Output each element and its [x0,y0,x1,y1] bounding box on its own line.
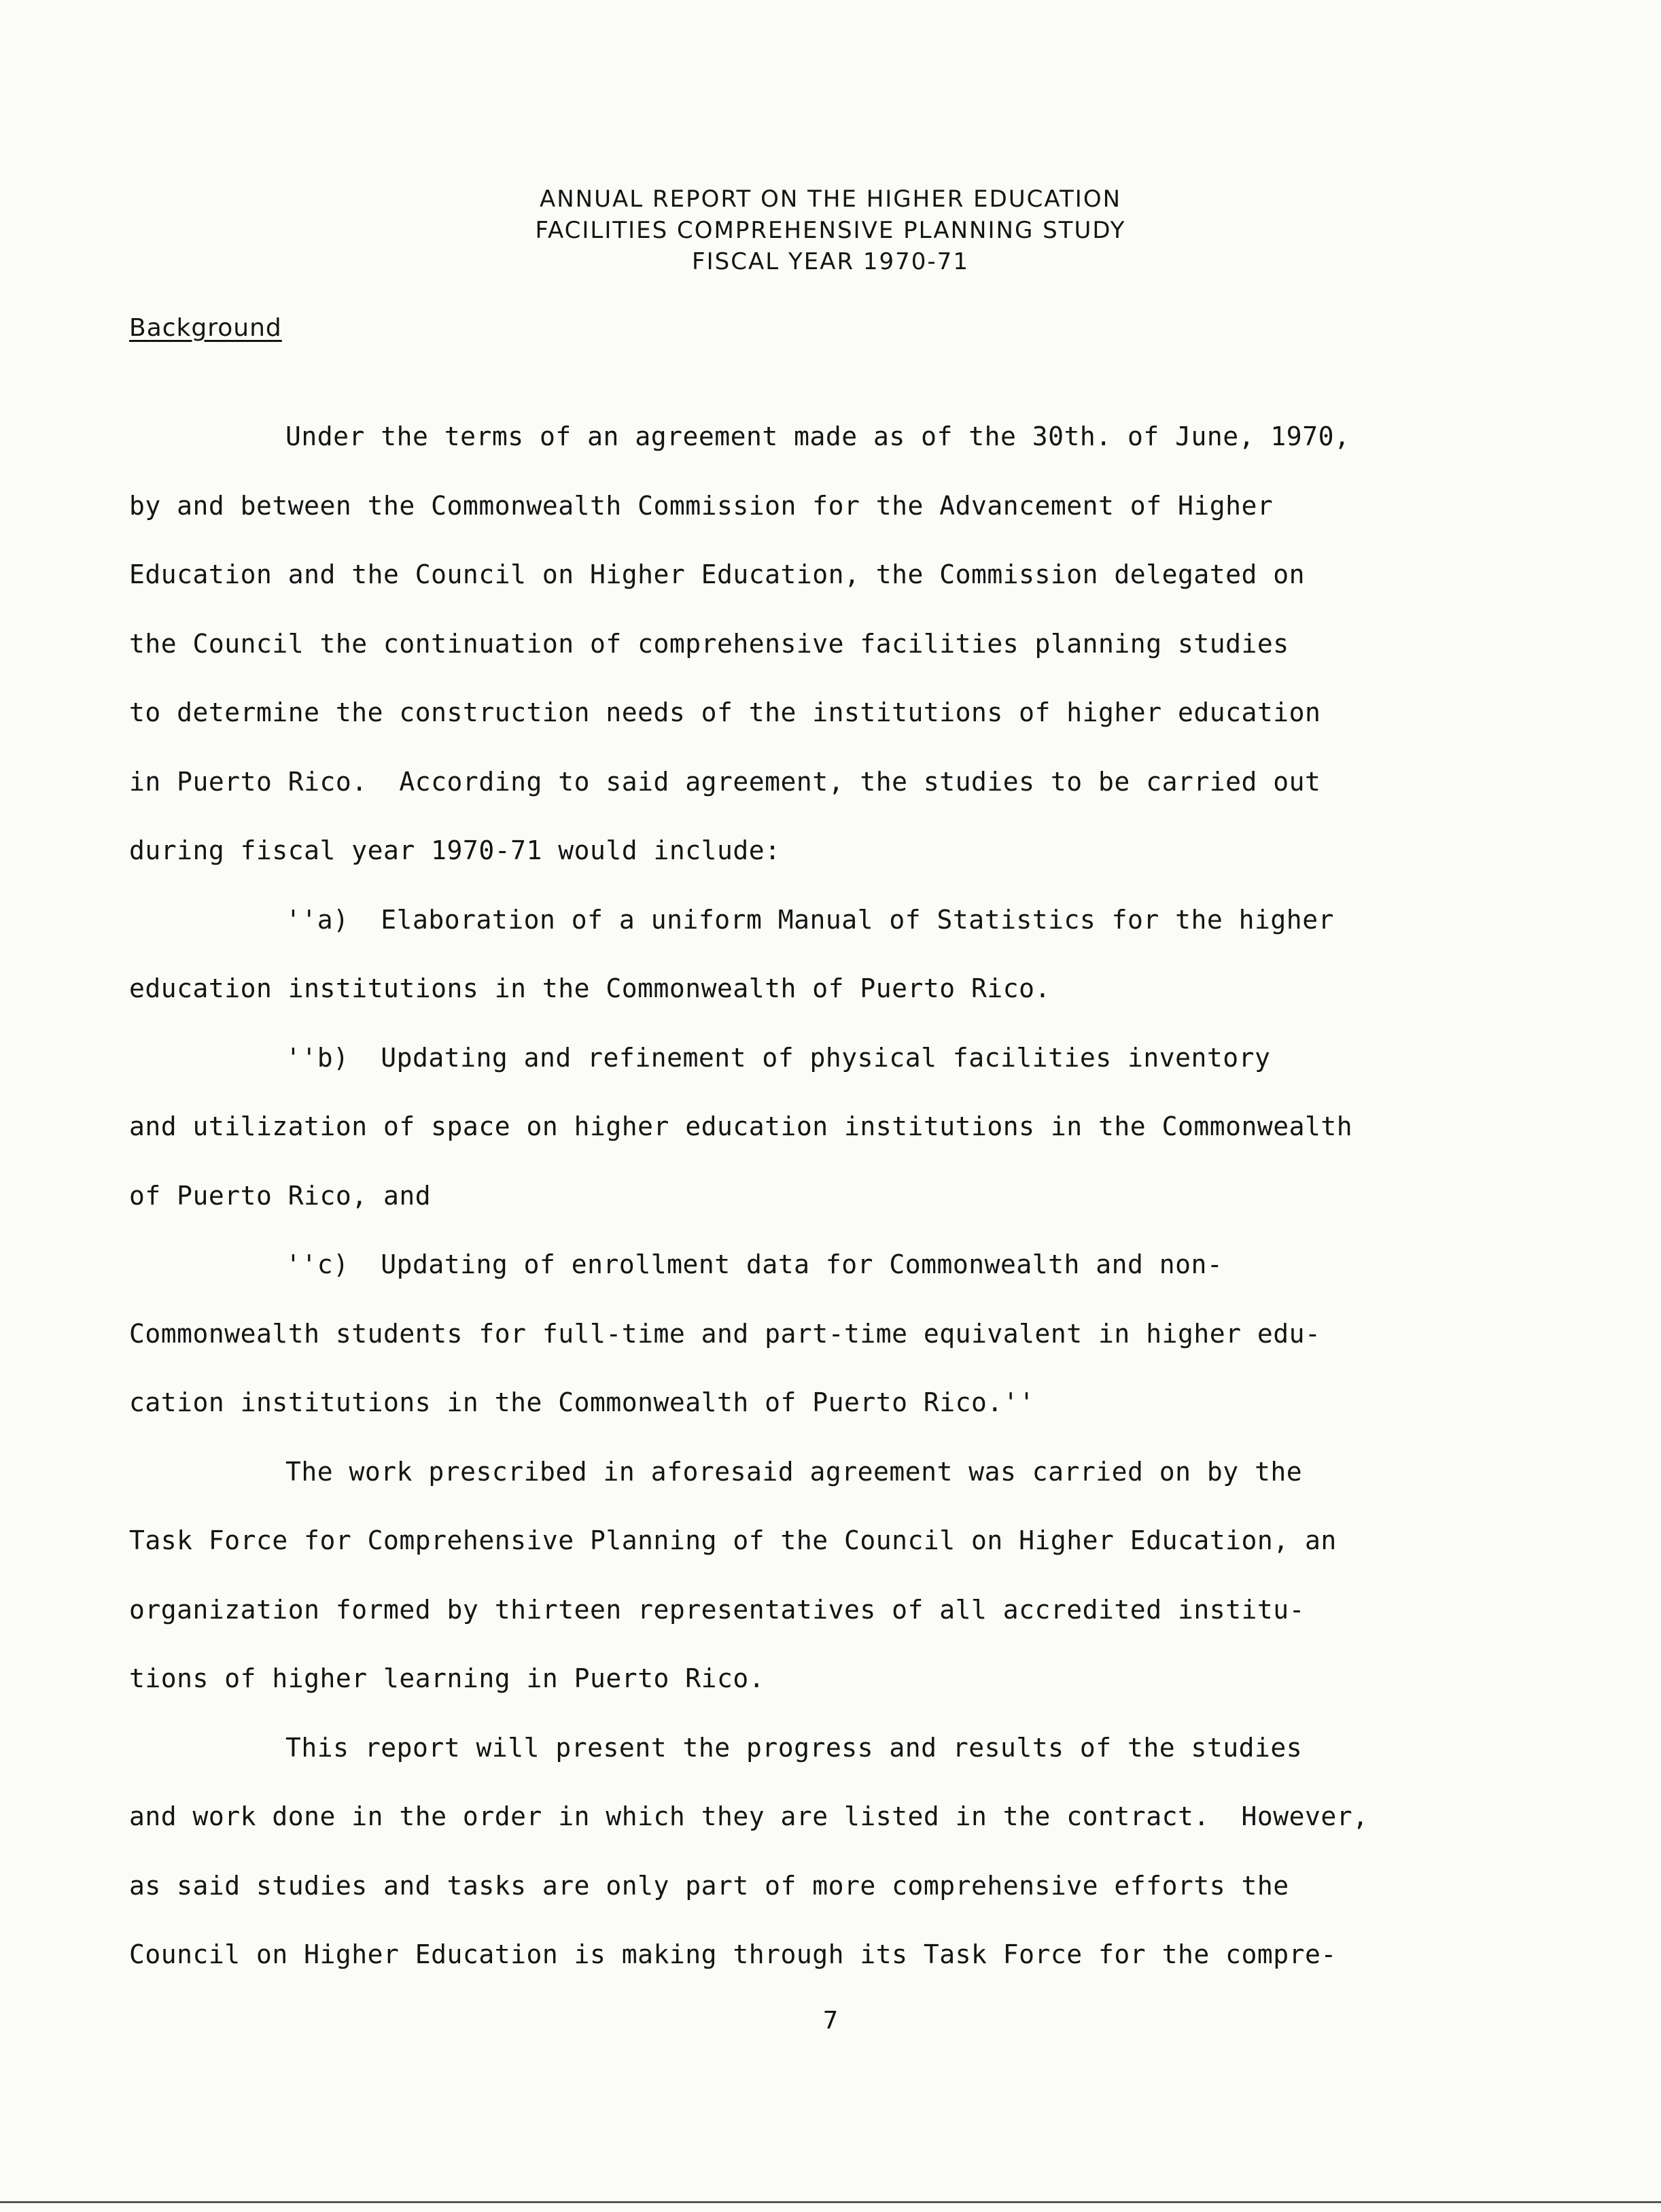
text-line: tions of higher learning in Puerto Rico. [129,1663,765,1693]
text-line: the Council the continuation of comprehensive facilities planning studies [129,628,1289,659]
text-line: to determine the construction needs of the institutions of higher education [129,697,1321,727]
text-line: The work prescribed in aforesaid agreement was carried on by the [285,1456,1303,1487]
text-line: Under the terms of an agreement made as of the 30th. of June, 1970, [285,421,1350,451]
text-line: by and between the Commonwealth Commission for the Advancement of Higher [129,490,1274,521]
title-line-1: ANNUAL REPORT ON THE HIGHER EDUCATION [539,186,1122,213]
text-line: of Puerto Rico, and [129,1180,432,1211]
text-line: and utilization of space on higher education institutions in the Commonwealth [129,1111,1353,1141]
title-line-2: FACILITIES COMPREHENSIVE PLANNING STUDY [535,217,1126,244]
text-line: in Puerto Rico. According to said agreement, the studies to be carried out [129,766,1321,797]
text-line: Commonwealth students for full-time and part-time equivalent in higher edu- [129,1318,1321,1349]
text-line: as said studies and tasks are only part of more comprehensive efforts the [129,1870,1289,1901]
text-line: ''b) Updating and refinement of physical facilities inventory [285,1042,1271,1073]
scan-edge-line [0,2201,1661,2203]
section-heading: Background [129,314,282,342]
text-line: and work done in the order in which they are listed in the contract. However, [129,1801,1369,1831]
text-line: This report will present the progress and results of the studies [285,1732,1303,1763]
text-line: Education and the Council on Higher Education, the Commission delegated on [129,559,1305,589]
title-line-3: FISCAL YEAR 1970-71 [692,248,969,275]
text-line: cation institutions in the Commonwealth of Puerto Rico.'' [129,1387,1035,1417]
page-number: 7 [822,2007,839,2035]
text-line: organization formed by thirteen representatives of all accredited institu- [129,1594,1305,1625]
text-line: Task Force for Comprehensive Planning of the Council on Higher Education, an [129,1525,1337,1555]
text-line: during fiscal year 1970-71 would include: [129,835,781,865]
report-title [0,184,1661,277]
text-line: ''c) Updating of enrollment data for Commonwealth and non- [285,1249,1223,1279]
text-line: ''a) Elaboration of a uniform Manual of Statistics for the higher [285,904,1334,935]
body-text [129,402,1482,1990]
text-line: Council on Higher Education is making through its Task Force for the compre- [129,1939,1337,1969]
text-line: education institutions in the Commonwealth of Puerto Rico. [129,973,1051,1003]
